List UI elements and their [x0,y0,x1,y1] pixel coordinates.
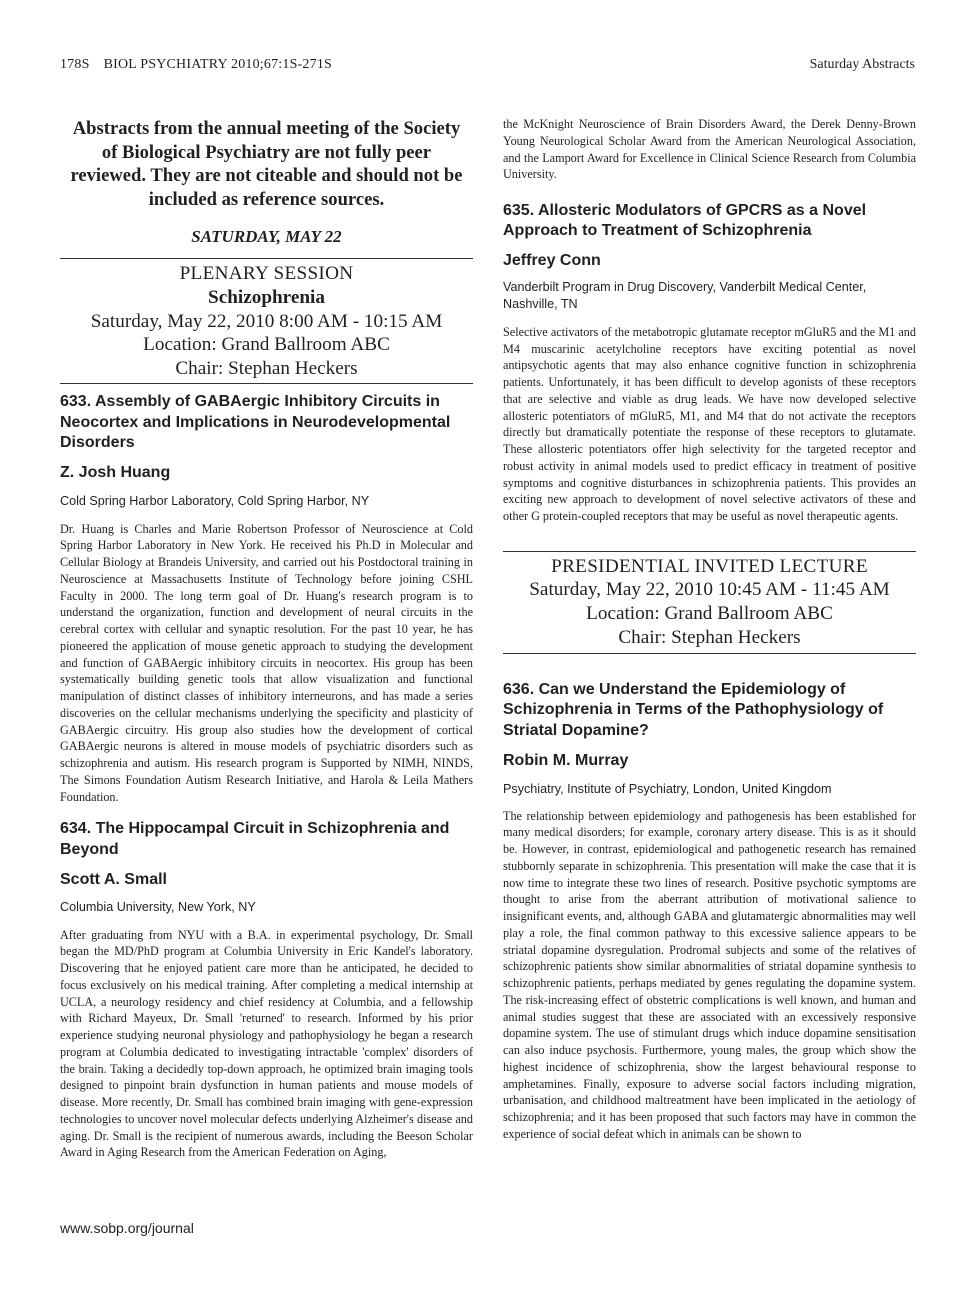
session-location: Location: Grand Ballroom ABC [586,603,833,624]
abstract-636-author: Robin M. Murray [503,751,629,769]
plenary-session-box [60,258,473,384]
abstract-634-affiliation: Columbia University, New York, NY [60,899,256,914]
session-location: Location: Grand Ballroom ABC [143,334,390,356]
running-header [60,57,915,77]
abstract-636-title: 636. Can we Understand the Epidemiology of Schizophrenia in Terms of the Pathophysiology of Striatal Dopamine? [503,681,884,739]
abstract-633-body: Dr. Huang is Charles and Marie Robertson Professor of Neuroscience at Cold Spring Harbor Laboratory in New York. He received his Ph.D in Molecular and Cellular Biology at Brandeis University, and carried out his Postdoctoral training in Neuroscience at Massachusetts Institute of Technology before joining CSHL Faculty in 2000. The long term goal of Dr. Huang's research program is to understand the organization, function and development of neural circuits in the cerebral cortex with cellular and synaptic resolution. For the past 10 year, he has pioneered the application of mouse genetic approach to studying the development and function of GABAergic inhibitory circuits in neocortex. His group has been systematically building genetic tools that allow visualization and functional manipulation of distinct classes of inhibitory interneurons, and has made a series discoveries on the cellular mechanisms underlying the specificity and plasticity of GABAergic circuitry. His group also studies how the development of cortical GABAergic neurons is altered in mouse models of psychiatric disorders such as schizophrenia and autism. His research program is Supported by NIMH, NINDS, The Simons Foundation Autism Research Initiative, and Harola & Leila Mathers Foundation. [60,521,473,804]
session-title: PLENARY SESSION [179,263,354,285]
page-number: 178S [60,57,90,72]
presidential-lecture-box [503,551,916,654]
session-subtitle: Schizophrenia [208,286,325,308]
section-name: Saturday Abstracts [809,57,915,72]
abstract-633-affiliation: Cold Spring Harbor Laboratory, Cold Spring Harbor, NY [60,493,370,508]
abstract-634-body: After graduating from NYU with a B.A. in experimental psychology, Dr. Small began the MD/PhD program at Columbia University in Eric Kandel's laboratory. Discovering that he enjoyed patient care more than he anticipated, he decided to focus exclusively on his medical training. After completing a medical internship at UCLA, a neurology residency and chief residency at Columbia, and a fellowship with Richard Mayeux, Dr. Small 'returned' to research. Informed by his prior experience studying neuronal physiology and pathophysiology he began a research program at Columbia dedicated to investigating intractable 'complex' disorders of the brain. Taking a decidedly top-down approach, he optimized brain imaging tools designed to pinpoint brain dysfunction in human patients and mouse models of disease. More recently, Dr. Small has combined brain imaging with gene-expression technologies to uncover novel molecular defects underlying Alzheimer's disease and aging. Dr. Small is the recipient of numerous awards, including the Beeson Scholar Award in Aging Research from the American Federation on Aging, [60,927,473,1160]
abstract-635-body: Selective activators of the metabotropic glutamate receptor mGluR5 and the M1 and M4 muscarinic acetylcholine receptors have exciting potential as novel antipsychotic agents that may also enhance cognitive function in schizophrenia patients. Unfortunately, it has been difficult to develop agonists of these receptors that are selective and viable as drug leads. We have now developed selective allosteric potentiators of mGluR5, M1, and M4 that do not activate the receptors directly but dramatically potentiate the response of these receptors to glutamate. These allosteric potentiators offer high selectivity for the targeted receptor and robust activity in animal models used to predict efficacy in treatment of positive symptoms and cognitive disturbances in schizophrenia patients. This provides an exciting new approach to development of novel selective activators of these and other G protein-coupled receptors that may be useful as novel therapeutic agents. [503,324,916,524]
abstract-636-body: The relationship between epidemiology and pathogenesis has been established for many medical disorders; for example, coronary artery disease. This is as it should be. However, in contrast, epidemiological and pathogenetic research has remained stubbornly separate in schizophrenia. This presentation will make the case that it is now time to integrate these two lines of research. Positive psychotic symptoms are thought to arise from the aberrant attribution of motivational salience to insignificant events, and, although GABA and glutamatergic abnormalities may well play a role, the final common pathway to this excessive salience appears to be striatal dopamine dysregulation. Prodromal subjects and some of the relatives of schizophrenic patients show similar abnormalities of striatal dopamine synthesis to schizophrenic patients, perhaps mediated by genes regulating the dopamine system. The risk-increasing effect of obstetric complications is well known, and human and animal studies suggest that these are associated with an excessively responsive dopamine system. The use of stimulant drugs which induce dopamine sensitisation can also induce psychosis. Furthermore, young males, the group which show the highest incidence of schizophrenia, show the largest behavioural response to amphetamines. Finally, exposure to adverse social factors including migration, urbanisation, and childhood maltreatment have been implicated in the aetiology of schizophrenia; and it has been proposed that such factors may have in common the experience of social defeat which in animals can be shown to [503,808,916,1141]
abstract-634-title: 634. The Hippocampal Circuit in Schizophrenia and Beyond [60,820,450,858]
abstract-635-affiliation: Vanderbilt Program in Drug Discovery, Vanderbilt Medical Center, Nashville, TN [503,280,867,312]
abstract-635-title: 635. Allosteric Modulators of GPCRS as a Novel Approach to Treatment of Schizophrenia [503,202,867,240]
session-time: Saturday, May 22, 2010 10:45 AM - 11:45 AM [529,579,890,601]
abstract-633-title: 633. Assembly of GABAergic Inhibitory Circuits in Neocortex and Implications in Neurodevelopmental Disorders [60,393,451,451]
session-title: PRESIDENTIAL INVITED LECTURE [551,555,868,577]
abstract-634-continuation: the McKnight Neuroscience of Brain Disorders Award, the Derek Denny-Brown Young Neurological Scholar Award from the American Neurological Association, and the Lamport Award for Excellence in Clinical Science Research from Columbia University. [503,117,916,182]
abstract-636-affiliation: Psychiatry, Institute of Psychiatry, London, United Kingdom [503,781,832,796]
journal-citation: BIOL PSYCHIATRY 2010;67:1S-271S [103,57,333,72]
left-column [60,117,473,1161]
abstract-633-author: Z. Josh Huang [60,463,171,481]
session-time: Saturday, May 22, 2010 8:00 AM - 10:15 AM [90,310,443,332]
right-column [503,116,916,1143]
session-chair: Chair: Stephan Heckers [618,626,801,648]
abstract-634-author: Scott A. Small [60,870,167,888]
abstract-635-author: Jeffrey Conn [503,252,601,270]
journal-url: www.sobp.org/journal [60,1220,194,1236]
session-chair: Chair: Stephan Heckers [175,357,358,379]
peer-review-notice: Abstracts from the annual meeting of the Society of Biological Psychiatry are not fully peer reviewed. They are not citeable and should not be included as reference sources. [70,118,463,210]
day-heading: SATURDAY, MAY 22 [191,227,342,247]
header-left [60,57,332,73]
